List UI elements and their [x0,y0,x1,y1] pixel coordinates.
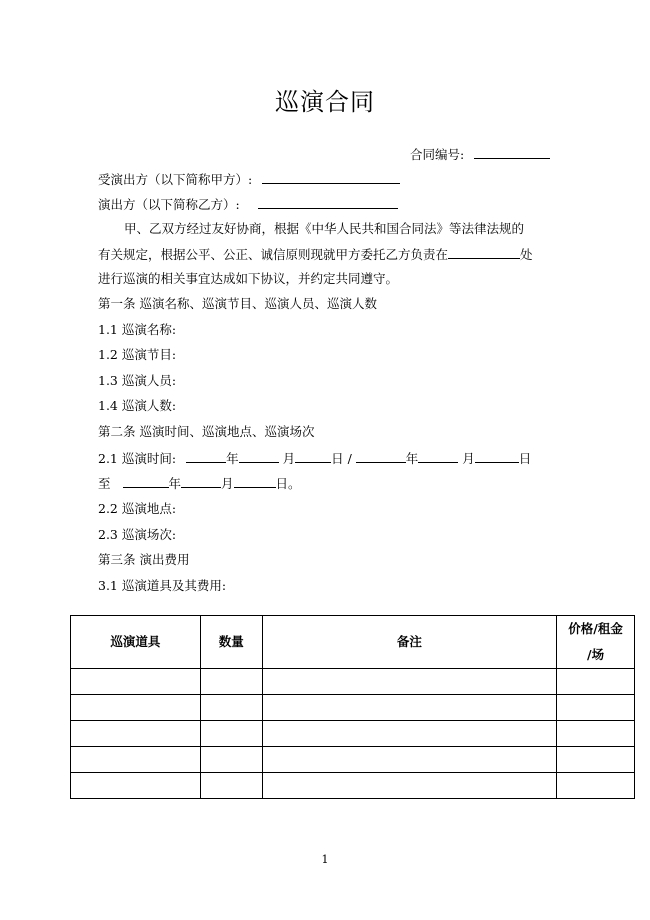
month-label: 月 [221,476,234,491]
party-a-field[interactable] [262,171,400,184]
table-cell[interactable] [557,747,635,773]
header-quantity: 数量 [200,616,262,669]
party-b-label: 演出方（以下简称乙方）: [98,197,240,212]
end-day-field[interactable] [475,450,519,463]
date-separator: / [347,451,352,466]
start-month-field[interactable] [239,450,279,463]
table-cell[interactable] [557,773,635,799]
contract-number-label: 合同编号: [410,147,465,162]
table-header-row [71,616,635,669]
header-remarks: 备注 [262,616,556,669]
article-2-heading: 第二条 巡演时间、巡演地点、巡演场次 [98,424,315,439]
table-cell[interactable] [262,773,556,799]
start-day-field[interactable] [295,450,331,463]
contract-number-line [410,146,550,163]
table-cell[interactable] [557,669,635,695]
article-1-heading: 第一条 巡演名称、巡演节目、巡演人员、巡演人数 [98,296,377,311]
to-label: 至 [98,476,111,491]
props-cost-line: 3.1 巡演道具及其费用: [98,578,227,593]
table-cell[interactable] [71,721,201,747]
table-cell[interactable] [557,721,635,747]
table-cell[interactable] [200,773,262,799]
day-label: 日 [331,451,344,466]
article-3-heading: 第三条 演出费用 [98,552,190,567]
item-1-1: 1.1 巡演名称: [98,322,177,337]
item-1-2: 1.2 巡演节目: [98,347,177,362]
table-cell[interactable] [262,721,556,747]
item-1-3: 1.3 巡演人员: [98,373,177,388]
table-cell[interactable] [71,747,201,773]
tour-place: 2.2 巡演地点: [98,501,177,516]
table-row [71,695,635,721]
end-year-field[interactable] [356,450,406,463]
tour-time-label: 2.1 巡演时间: [98,451,177,466]
intro-line-2-end: 处 [520,247,533,262]
table-cell[interactable] [262,695,556,721]
end-month-field[interactable] [418,450,458,463]
intro-line-2-text: 有关规定，根据公平、公正、诚信原则现就甲方委托乙方负责在 [98,247,449,262]
tour-sessions: 2.3 巡演场次: [98,527,177,542]
to-year-field[interactable] [123,475,169,488]
venue-field[interactable] [448,246,520,259]
month-label: 月 [282,451,296,466]
header-price [557,616,635,669]
item-1-4: 1.4 巡演人数: [98,398,177,413]
year-label: 年 [168,476,182,491]
props-table [70,615,635,799]
document-title: 巡演合同 [275,88,375,116]
table-cell[interactable] [557,695,635,721]
table-cell[interactable] [200,721,262,747]
table-row [71,773,635,799]
day-label: 日 [518,451,532,466]
party-a-label: 受演出方（以下简称甲方）: [98,172,253,187]
party-b-line [98,196,398,213]
table-cell[interactable] [262,747,556,773]
table-cell[interactable] [71,669,201,695]
table-cell[interactable] [71,773,201,799]
tour-time-end-line [98,475,301,492]
party-a-line [98,171,400,188]
table-cell[interactable] [262,669,556,695]
table-cell[interactable] [200,747,262,773]
table-row [71,669,635,695]
intro-line-3: 进行巡演的相关事宜达成如下协议，并约定共同遵守。 [98,271,399,286]
page-number: 1 [321,853,329,866]
header-price-line-2: /场 [587,647,605,662]
intro-line-1: 甲、乙双方经过友好协商，根据《中华人民共和国合同法》等法律法规的 [124,221,525,236]
to-month-field[interactable] [181,475,221,488]
table-cell[interactable] [200,695,262,721]
month-label: 月 [462,451,475,466]
year-label: 年 [405,451,419,466]
header-price-line-1: 价格/租金 [568,621,623,636]
table-cell[interactable] [200,669,262,695]
table-cell[interactable] [71,695,201,721]
year-label: 年 [226,451,239,466]
party-b-field[interactable] [258,196,398,209]
header-props: 巡演道具 [71,616,201,669]
start-year-field[interactable] [186,450,226,463]
contract-number-field[interactable] [474,146,550,159]
to-day-field[interactable] [234,475,276,488]
intro-line-2 [98,246,533,263]
tour-time-line [98,450,531,467]
table-row [71,721,635,747]
day-end-label: 日。 [275,476,301,491]
table-row [71,747,635,773]
